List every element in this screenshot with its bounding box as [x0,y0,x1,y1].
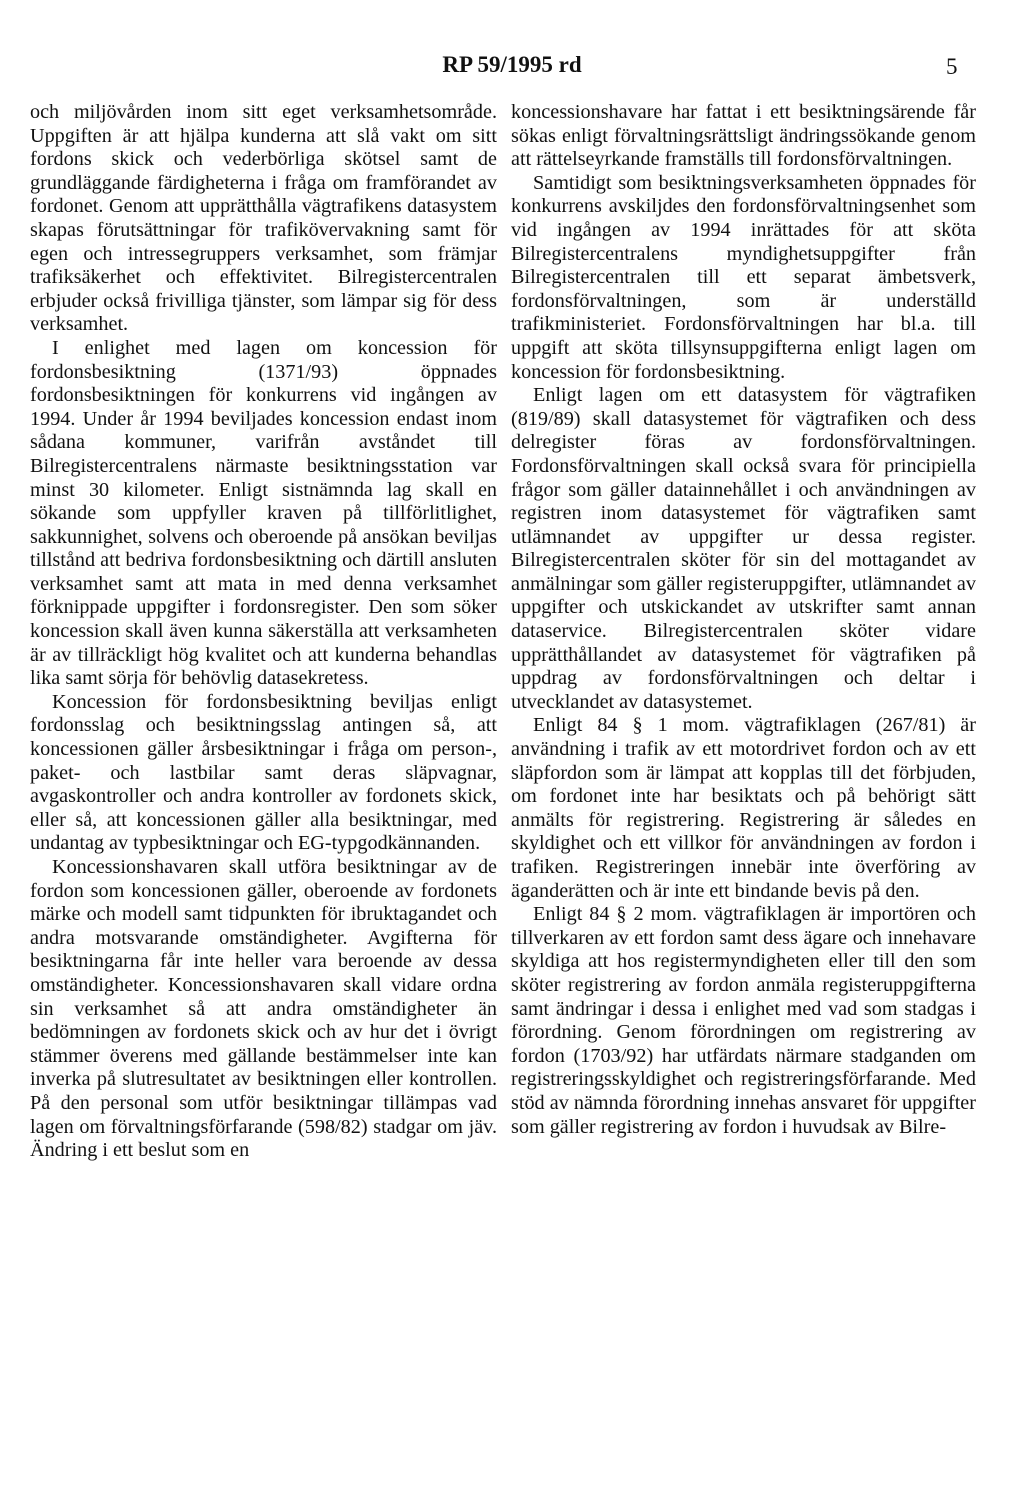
running-header: RP 59/1995 rd [442,52,582,77]
right-column [511,101,976,1139]
paragraph: I enlighet med lagen om koncession för fordonsbesiktning (1371/93) öppnades fordonsbesiktningen för konkurrens vid ingången av 1994. Under år 1994 beviljades koncession endast inom sådana kommuner, varifrån avståndet till Bilregistercentralens närmaste besiktningsstation var minst 30 kilometer. Enligt sistnämnda lag skall en sökande som uppfyller kraven på tillförlitlighet, sakkunnighet, solvens och oberoende på ansökan beviljas tillstånd att bedriva fordonsbesiktning och därtill ansluten verksamhet samt att mata in med denna verksamhet förknippade uppgifter i fordonsregister. Den som söker koncession skall även kunna säkerställa att verksamheten är av tillräckligt hög kvalitet och att kunderna behandlas lika samt sörja för behövlig datasekretess. [30,336,497,690]
paragraph: Enligt 84 § 2 mom. vägtrafiklagen är importören och tillverkaren av ett fordon samt dess ägare och innehavare skyldiga att hos registermyndigheten eller till den som sköter registrering av fordon anmäla registeruppgifterna samt ändringar i dessa i enlighet med vad som stadgas i förordning. Genom förordningen om registrering av fordon (1703/92) har utfärdats närmare stadganden om registreringsskyldighet och registreringsförfarande. Med stöd av nämnda förordning innehas ansvaret för uppgifter som gäller registrering av fordon i huvudsak av Bilre- [511,903,976,1138]
paragraph: Samtidigt som besiktningsverksamheten öppnades för konkurrens avskiljdes den fordonsförvaltningsenhet som vid ingången av 1994 inrättades för att sköta Bilregistercentralens myndighetsuppgifter från Bilregistercentralen till ett separat ämbetsverk, fordonsförvaltningen, som är underställd trafikministeriet. Fordonsförvaltningen har bl.a. till uppgift att sköta tillsynsuppgifterna enligt lagen om koncession för fordonsbesiktning. [511,171,976,383]
paragraph: Enligt lagen om ett datasystem för vägtrafiken (819/89) skall datasystemet för vägtrafiken och dess delregister föras av fordonsförvaltningen. Fordonsförvaltningen skall också svara för principiella frågor som gäller datainnehållet i och användningen av registren inom datasystemet för vägtrafiken samt utlämnandet av uppgifter ur dessa register. Bilregistercentralen sköter för sin del mottagandet av anmälningar som gäller registeruppgifter, utlämnandet av uppgifter och utskickandet av utskrifter samt annan dataservice. Bilregistercentralen sköter vidare upprätthållandet av datasystemet för vägtrafiken på uppdrag av fordonsförvaltningen och deltar i utvecklandet av datasystemet. [511,384,976,713]
paragraph: och miljövården inom sitt eget verksamhetsområde. Uppgiften är att hjälpa kunderna att slå vakt om sitt fordons skick och vederbörliga skötsel samt de grundläggande färdigheterna i fråga om framförandet av fordonet. Genom att upprätthålla vägtrafikens datasystem skapas förutsättningar för trafikövervakning samt för egen och intressegruppers verksamhet, som främjar trafiksäkerhet och effektivitet. Bilregistercentralen erbjuder också frivilliga tjänster, som lämpar sig för dess verksamhet. [30,101,497,336]
left-column [30,101,497,1163]
paragraph: Koncessionshavaren skall utföra besiktningar av de fordon som koncessionen gäller, oberoende av fordonets märke och modell samt tidpunkten för ibruktagandet och andra motsvarande omständigheter. Avgifterna för besiktningarna får inte heller vara beroende av dessa omständigheter. Koncessionshavaren skall vidare ordna sin verksamhet så att andra omständigheter än bedömningen av fordonets skick och av hur det i övrigt stämmer överens med gällande bestämmelser inte kan inverka på slutresultatet av besiktningen eller kontrollen. På den personal som utför besiktningar tillämpas vad lagen om förvaltningsförfarande (598/82) stadgar om jäv. Ändring i ett beslut som en [30,856,497,1162]
page-number: 5 [946,54,958,79]
paragraph: Enligt 84 § 1 mom. vägtrafiklagen (267/81) är användning i trafik av ett motordrivet fordon och av ett släpfordon som är lämpat att kopplas till det förbjuden, om fordonet inte har besiktats och på behörigt sätt anmälts för registrering. Registrering är således en skyldighet och ett villkor för användningen av fordon i trafiken. Registreringen innebär inte överföring av äganderätten och är inte ett bindande bevis på den. [511,714,976,902]
paragraph: Koncession för fordonsbesiktning beviljas enligt fordonsslag och besiktningsslag antingen så, att koncessionen gäller årsbesiktningar i fråga om person-, paket- och lastbilar samt deras släpvagnar, avgaskontroller och andra kontroller av fordonets skick, eller så, att koncessionen gäller alla besiktningar, med undantag av typbesiktningar och EG-typgodkännanden. [30,690,497,855]
paragraph: koncessionshavare har fattat i ett besiktningsärende får sökas enligt förvaltningsrättsligt ändringssökande genom att rättelseyrkande framställs till fordonsförvaltningen. [511,101,976,171]
